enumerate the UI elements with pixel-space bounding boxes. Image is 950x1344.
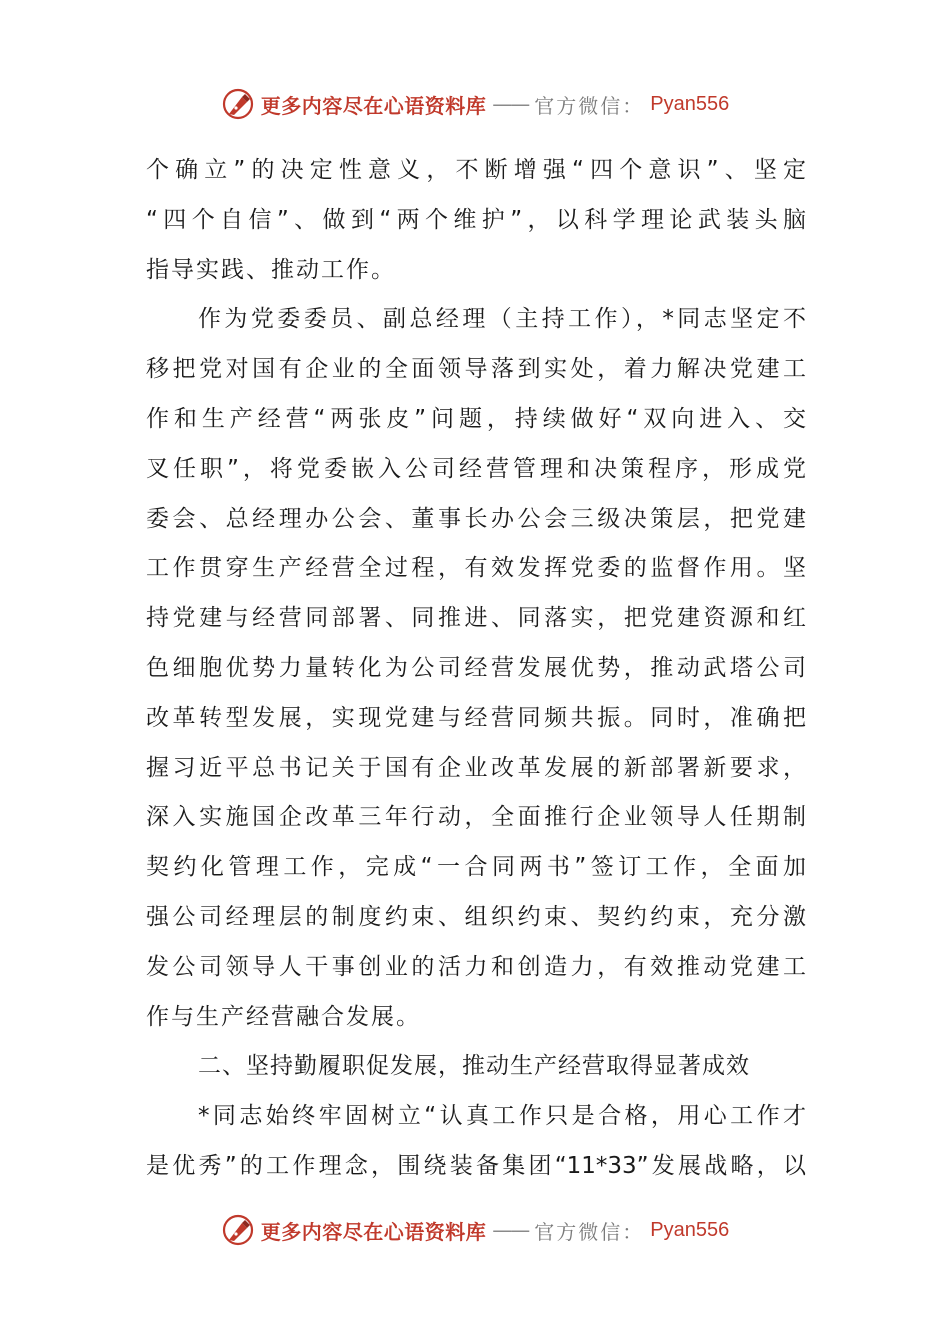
footer-watermark-banner: [0, 1208, 950, 1252]
watermark-contact-label: 官方微信：: [534, 93, 645, 118]
body-line: 持党建与经营同部署、同推进、同落实，把党建资源和红: [146, 605, 806, 632]
watermark-brand-text: 更多内容尽在心语资料库: [260, 1219, 487, 1244]
watermark-dash: ——: [492, 92, 529, 116]
pen-nib-logo-icon: [221, 87, 255, 121]
body-line: 叉任职”，将党委嵌入公司经营管理和决策程序，形成党: [146, 455, 806, 482]
body-line: 作为党委委员、副总经理（主持工作），*同志坚定不: [198, 306, 806, 333]
section-heading: 二、坚持勤履职促发展，推动生产经营取得显著成效: [198, 1053, 750, 1080]
body-line: 深入实施国企改革三年行动，全面推行企业领导人任期制: [146, 804, 806, 831]
body-line: 握习近平总书记关于国有企业改革发展的新部署新要求，: [146, 754, 806, 781]
body-line: 改革转型发展，实现党建与经营同频共振。同时，准确把: [146, 704, 806, 731]
body-line: 发公司领导人干事创业的活力和创造力，有效推动党建工: [146, 953, 806, 980]
body-line: 作与生产经营融合发展。: [146, 1003, 421, 1030]
body-line: 工作贯穿生产经营全过程，有效发挥党委的监督作用。坚: [146, 555, 806, 582]
body-line: 契约化管理工作，完成“一合同两书”签订工作，全面加: [146, 854, 806, 881]
watermark-brand-text: 更多内容尽在心语资料库: [260, 93, 487, 118]
header-watermark-banner: [0, 82, 950, 126]
body-line: 委会、总经理办公会、董事长办公会三级决策层，把党建: [146, 505, 806, 532]
body-line: “四个自信”、做到“两个维护”，以科学理论武装头脑: [146, 206, 806, 233]
pen-nib-logo-icon: [221, 1213, 255, 1247]
body-line: *同志始终牢固树立“认真工作只是合格，用心工作才: [198, 1103, 806, 1130]
watermark-contact-id: Pyan556: [650, 92, 730, 115]
body-line: 指导实践、推动工作。: [146, 256, 396, 283]
body-line: 个确立”的决定性意义，不断增强“四个意识”、坚定: [146, 157, 806, 183]
body-line: 色细胞优势力量转化为公司经营发展优势，推动武塔公司: [146, 654, 806, 681]
watermark-contact-id: Pyan556: [650, 1218, 730, 1241]
body-line: 移把党对国有企业的全面领导落到实处，着力解决党建工: [146, 356, 806, 383]
document-body: [146, 146, 806, 1192]
body-line: 作和生产经营“两张皮”问题，持续做好“双向进入、交: [146, 405, 806, 432]
watermark-contact-label: 官方微信：: [534, 1219, 645, 1244]
body-line: 强公司经理层的制度约束、组织约束、契约约束，充分激: [146, 903, 806, 930]
body-line: 是优秀”的工作理念，围绕装备集团“11*33”发展战略，以: [146, 1152, 806, 1179]
watermark-dash: ——: [492, 1218, 529, 1242]
